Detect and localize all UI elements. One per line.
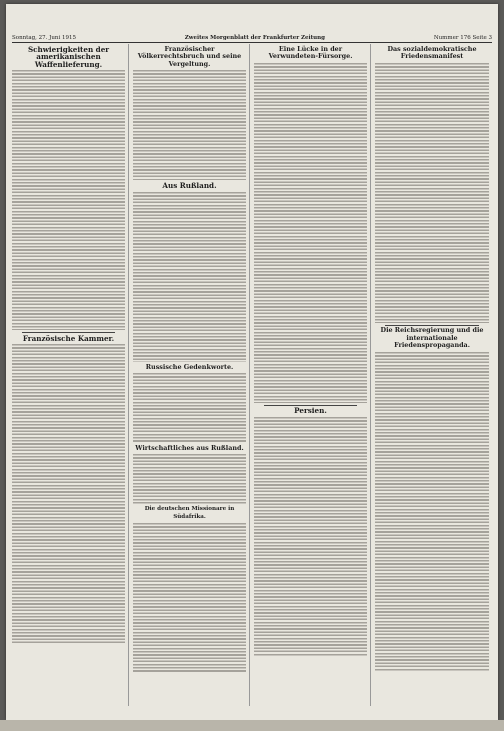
column-2 bbox=[133, 44, 250, 706]
article-text bbox=[375, 63, 489, 323]
article-heading: Persien. bbox=[294, 406, 327, 416]
header-date: Sonntag, 27. Juni 1915 bbox=[12, 34, 76, 41]
article-heading: Französischer Völkerrechtsbruch und seine Vergeltung. bbox=[137, 45, 242, 68]
article-text bbox=[133, 373, 246, 443]
column-4 bbox=[375, 44, 492, 706]
article-heading: Die Reichsregierung und die internationale Friedenspropaganda. bbox=[380, 326, 484, 350]
article-text bbox=[375, 352, 489, 672]
article-text bbox=[254, 417, 367, 657]
article-heading: Eine Lücke in der Verwundeten-Fürsorge. bbox=[268, 45, 353, 61]
column-3 bbox=[254, 44, 371, 706]
header-title: Zweites Morgenblatt der Frankfurter Zeitung bbox=[184, 34, 326, 41]
article-text bbox=[12, 344, 125, 644]
scan-border bbox=[0, 720, 504, 731]
header-number: Nummer 176 Seite 3 bbox=[433, 34, 492, 41]
article-text bbox=[133, 70, 246, 180]
divider bbox=[264, 405, 357, 406]
divider bbox=[385, 325, 479, 326]
article-heading: Die deutschen Missionare in Südafrika. bbox=[144, 506, 235, 520]
page-header bbox=[12, 33, 492, 43]
article-text bbox=[12, 70, 125, 330]
article-text bbox=[133, 523, 246, 673]
article-heading: Russische Gedenkworte. bbox=[145, 362, 234, 371]
column-1 bbox=[12, 44, 129, 706]
article-heading: Das sozialdemokratische Friedensmanifest bbox=[387, 45, 477, 61]
article-heading: Französische Kammer. bbox=[22, 333, 115, 343]
article-text bbox=[133, 192, 246, 362]
newspaper-page bbox=[6, 4, 498, 720]
divider bbox=[22, 332, 115, 333]
article-heading: Schwierigkeiten der amerikanischen Waffenlieferung. bbox=[27, 45, 110, 69]
article-text bbox=[133, 454, 246, 504]
article-heading: Aus Rußland. bbox=[162, 181, 217, 191]
article-heading: Wirtschaftliches aus Rußland. bbox=[135, 444, 244, 453]
article-text bbox=[254, 63, 367, 403]
